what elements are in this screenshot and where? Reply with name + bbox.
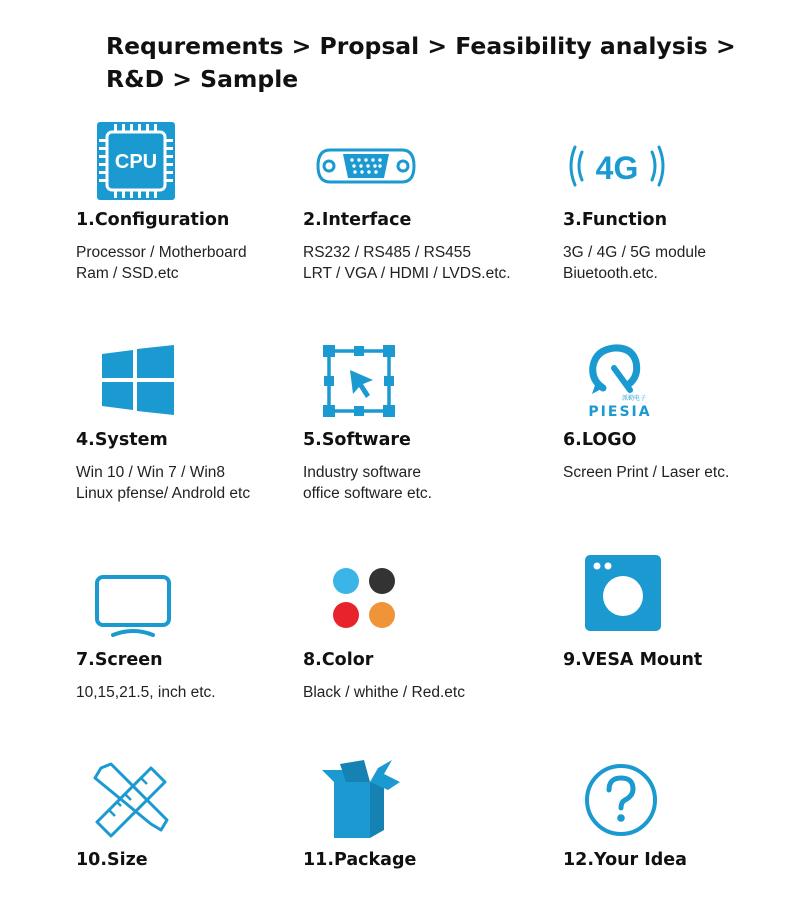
4g-signal-icon bbox=[568, 142, 666, 190]
item-label: 3.Function bbox=[563, 210, 668, 230]
color-dots-icon bbox=[332, 567, 398, 631]
process-title-line-2: R&D > Sample bbox=[106, 65, 299, 93]
monitor-icon bbox=[95, 575, 171, 639]
item-description-line: Linux pfense/ Androld etc bbox=[76, 485, 251, 502]
item-description bbox=[303, 462, 432, 504]
item-description-line: Industry software bbox=[303, 464, 422, 481]
item-label: 7.Screen bbox=[76, 650, 163, 670]
item-description-line: 3G / 4G / 5G module bbox=[563, 244, 707, 261]
item-description-line: RS232 / RS485 / RS455 bbox=[303, 244, 472, 261]
package-box-icon bbox=[322, 760, 400, 840]
ruler-pencil-icon bbox=[95, 764, 169, 838]
logo-subtext: 派勤电子 bbox=[621, 395, 647, 402]
vesa-mount-icon bbox=[585, 555, 661, 631]
color-dot-black bbox=[369, 568, 395, 594]
item-description-line: Ram / SSD.etc bbox=[76, 265, 179, 282]
color-dot-red bbox=[333, 602, 359, 628]
process-title-line-1: Requrements > Propsal > Feasibility analysis > bbox=[106, 32, 736, 60]
item-label: 10.Size bbox=[76, 850, 148, 870]
item-description-line: LRT / VGA / HDMI / LVDS.etc. bbox=[303, 265, 511, 282]
item-description bbox=[563, 462, 729, 483]
item-label: 8.Color bbox=[303, 650, 374, 670]
item-description-line: Black / whithe / Red.etc bbox=[303, 684, 465, 701]
item-description bbox=[563, 242, 706, 284]
item-description-line: Screen Print / Laser etc. bbox=[563, 464, 730, 481]
item-description-line: 10,15,21.5, inch etc. bbox=[76, 684, 216, 701]
color-dot-orange bbox=[369, 602, 395, 628]
selection-cursor-icon bbox=[323, 345, 395, 417]
item-description bbox=[303, 682, 465, 703]
vga-port-icon bbox=[316, 146, 416, 186]
item-label: 6.LOGO bbox=[563, 430, 637, 450]
item-description-line: Processor / Motherboard bbox=[76, 244, 247, 261]
item-description bbox=[76, 242, 247, 284]
color-dot-blue bbox=[333, 568, 359, 594]
question-icon bbox=[583, 762, 659, 838]
item-label: 11.Package bbox=[303, 850, 417, 870]
item-description bbox=[76, 462, 250, 504]
item-label: 5.Software bbox=[303, 430, 411, 450]
4g-icon-text: 4G bbox=[595, 150, 639, 186]
item-description-line: office software etc. bbox=[303, 485, 432, 502]
windows-icon bbox=[102, 345, 174, 415]
cpu-icon-text: CPU bbox=[114, 151, 158, 173]
item-description bbox=[303, 242, 511, 284]
item-label: 1.Configuration bbox=[76, 210, 230, 230]
item-description-line: Biuetooth.etc. bbox=[563, 265, 658, 282]
item-label: 4.System bbox=[76, 430, 168, 450]
cpu-icon bbox=[97, 122, 175, 200]
item-label: 2.Interface bbox=[303, 210, 412, 230]
item-label: 9.VESA Mount bbox=[563, 650, 703, 670]
item-label: 12.Your Idea bbox=[563, 850, 687, 870]
piesia-logo-icon bbox=[582, 342, 662, 422]
process-title bbox=[106, 30, 746, 96]
logo-text: PIESIA bbox=[588, 404, 652, 420]
item-description-line: Win 10 / Win 7 / Win8 bbox=[76, 464, 226, 481]
item-description bbox=[76, 682, 216, 703]
